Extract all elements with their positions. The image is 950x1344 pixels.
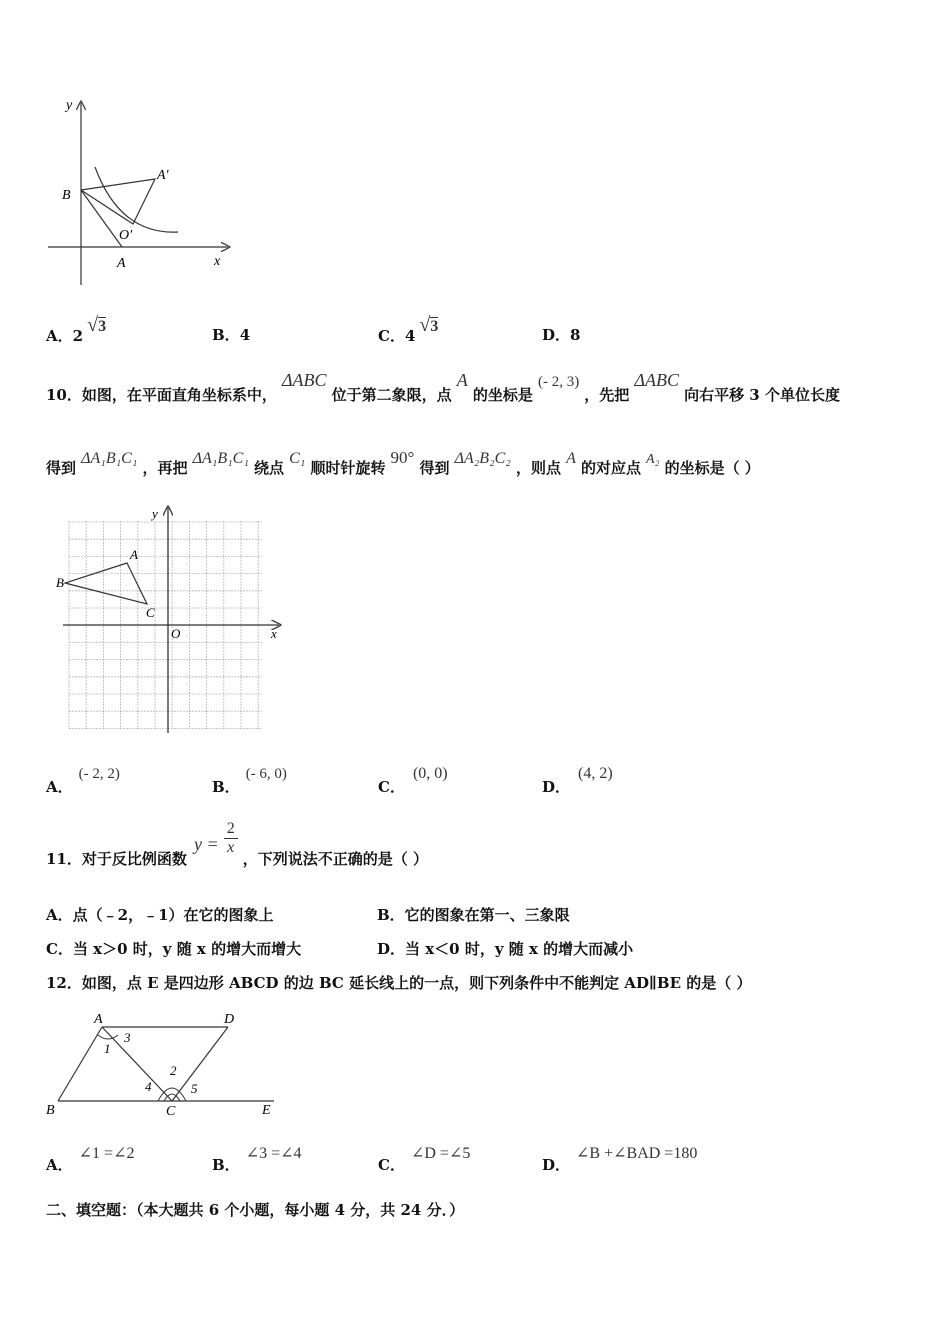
option-letter: C．: [378, 1156, 405, 1174]
text: 10．如图，在平面直角坐标系中，: [46, 386, 277, 404]
label-x: x: [214, 254, 221, 269]
option-value: (4, 2): [578, 765, 613, 782]
label-a: A: [130, 547, 138, 562]
option-value: 8: [570, 326, 581, 344]
math-point-c1: C₁: [289, 450, 306, 467]
label-o: O: [171, 626, 181, 641]
triangle-abc: [65, 563, 147, 604]
text: ，先把: [584, 386, 630, 404]
q10-option-d[interactable]: [542, 762, 613, 796]
label-a-prime: A′: [157, 168, 169, 183]
q10-option-b[interactable]: [212, 762, 287, 796]
label-o-prime: O′: [119, 228, 133, 243]
math-triangle-a1b1c1: ΔA₁B₁C₁: [192, 450, 249, 467]
radical-sign: √: [419, 314, 431, 336]
option-prefix: 4: [404, 327, 416, 345]
q12-option-b[interactable]: [212, 1142, 302, 1174]
text: ，则点: [515, 459, 561, 477]
text: ，下列说法不正确的是（ ）: [242, 850, 429, 868]
q11-stem: [46, 820, 428, 870]
option-value: (0, 0): [412, 765, 448, 782]
label-b: B: [56, 575, 64, 590]
text: 绕点: [254, 459, 285, 477]
q12-option-d[interactable]: [542, 1142, 698, 1174]
math-triangle-abc: ΔABC: [634, 370, 679, 390]
label-y: y: [152, 506, 158, 521]
text: 向右平移 3 个单位长度: [684, 386, 840, 404]
option-value: ∠D =∠5: [410, 1145, 471, 1162]
math-point-a: A: [566, 450, 576, 467]
label-c: C: [166, 1104, 176, 1119]
angle-1: 1: [104, 1041, 111, 1056]
text: 位于第二象限，点: [331, 386, 452, 404]
fraction-denominator: x: [227, 839, 235, 856]
label-c: C: [146, 605, 155, 620]
angle-4: 4: [145, 1079, 152, 1094]
q10-stem-line1: [46, 370, 840, 404]
option-letter: A．: [46, 1156, 73, 1174]
option-prefix: 2: [72, 327, 84, 345]
q12-figure: [40, 1005, 290, 1125]
option-letter: C．: [378, 327, 405, 345]
angle-5: 5: [191, 1081, 198, 1096]
option-letter: B．: [212, 778, 240, 796]
math-point-a2: A₂: [646, 452, 660, 467]
math-triangle-abc: ΔABC: [281, 370, 327, 390]
label-b: B: [46, 1103, 55, 1118]
q9-figure: [40, 95, 240, 295]
formula-fraction: [224, 820, 238, 857]
q9-option-b[interactable]: [212, 324, 250, 345]
text: 得到: [46, 459, 77, 477]
section-2-heading: 二、填空题：（本大题共 6 个小题，每小题 4 分，共 24 分．）: [46, 1201, 465, 1219]
angle-2: 2: [170, 1063, 177, 1078]
q9-option-a[interactable]: [46, 314, 107, 347]
option-letter: B．: [212, 326, 240, 344]
text: 11．对于反比例函数: [46, 850, 187, 868]
q12-stem: 12．如图，点 E 是四边形 ABCD 的边 BC 延长线上的一点，则下列条件中不能判定 AD∥BE 的是（ ）: [46, 974, 752, 992]
option-letter: D．: [542, 326, 571, 344]
option-value: ∠3 =∠4: [245, 1145, 302, 1162]
option-value: (- 6, 0): [245, 766, 287, 782]
text: 的坐标是: [472, 386, 533, 404]
q10-option-a[interactable]: [46, 762, 120, 796]
q10-grid-figure: [55, 503, 285, 738]
text: 顺时针旋转: [310, 459, 386, 477]
option-letter: A．: [46, 778, 73, 796]
math-triangle-a2b2c2: ΔA₂B₂C₂: [454, 450, 511, 467]
math-point-a: A: [456, 370, 468, 390]
q9-option-c[interactable]: [378, 314, 439, 347]
formula-lhs: y =: [193, 834, 219, 854]
angle-3: 3: [124, 1030, 131, 1045]
option-letter: B．: [212, 1156, 240, 1174]
option-value: ∠1 =∠2: [78, 1145, 135, 1162]
q11-option-a[interactable]: A．点（﹣2，﹣1）在它的图象上: [46, 906, 274, 924]
text: 的坐标是（ ）: [664, 459, 760, 477]
q9-option-d[interactable]: [542, 324, 580, 345]
formula: [194, 820, 238, 857]
q11-option-c[interactable]: C．当 x＞0 时，y 随 x 的增大而增大: [46, 940, 302, 958]
option-value: (- 2, 2): [78, 766, 120, 782]
label-y: y: [66, 98, 73, 113]
q11-option-d[interactable]: D．当 x＜0 时，y 随 x 的增大而减小: [377, 940, 634, 958]
line-dc: [172, 1027, 228, 1101]
q12-option-c[interactable]: [378, 1142, 471, 1174]
q10-stem-line2: [46, 447, 760, 477]
label-a: A: [94, 1012, 103, 1027]
text: 得到: [419, 459, 450, 477]
math-angle: 90°: [390, 448, 415, 467]
radical-sign: √: [87, 314, 99, 336]
option-letter: D．: [542, 1156, 571, 1174]
text: ，再把: [142, 459, 188, 477]
option-letter: C．: [378, 778, 405, 796]
radicand: 3: [98, 318, 107, 335]
math-triangle-a1b1c1: ΔA₁B₁C₁: [81, 450, 138, 467]
option-value: 4: [239, 326, 251, 344]
q12-option-a[interactable]: [46, 1142, 135, 1174]
label-d: D: [224, 1012, 235, 1027]
angle-arc-a: [98, 1035, 118, 1039]
triangle-b-a-prime: [81, 179, 155, 224]
fraction-numerator: 2: [226, 820, 235, 837]
option-letter: A．: [46, 327, 73, 345]
label-x: x: [271, 626, 277, 641]
q11-option-b[interactable]: B．它的图象在第一、三象限: [377, 906, 570, 924]
q10-option-c[interactable]: [378, 762, 448, 796]
label-a: A: [117, 256, 126, 271]
segment-ba: [81, 190, 122, 247]
label-e: E: [262, 1103, 271, 1118]
label-b: B: [62, 188, 71, 203]
line-ab: [58, 1027, 102, 1101]
math-coord: (- 2, 3): [537, 374, 580, 390]
option-letter: D．: [542, 778, 571, 796]
text: 的对应点: [580, 459, 641, 477]
radicand: 3: [430, 318, 439, 335]
option-value: ∠B +∠BAD =180: [576, 1145, 698, 1162]
